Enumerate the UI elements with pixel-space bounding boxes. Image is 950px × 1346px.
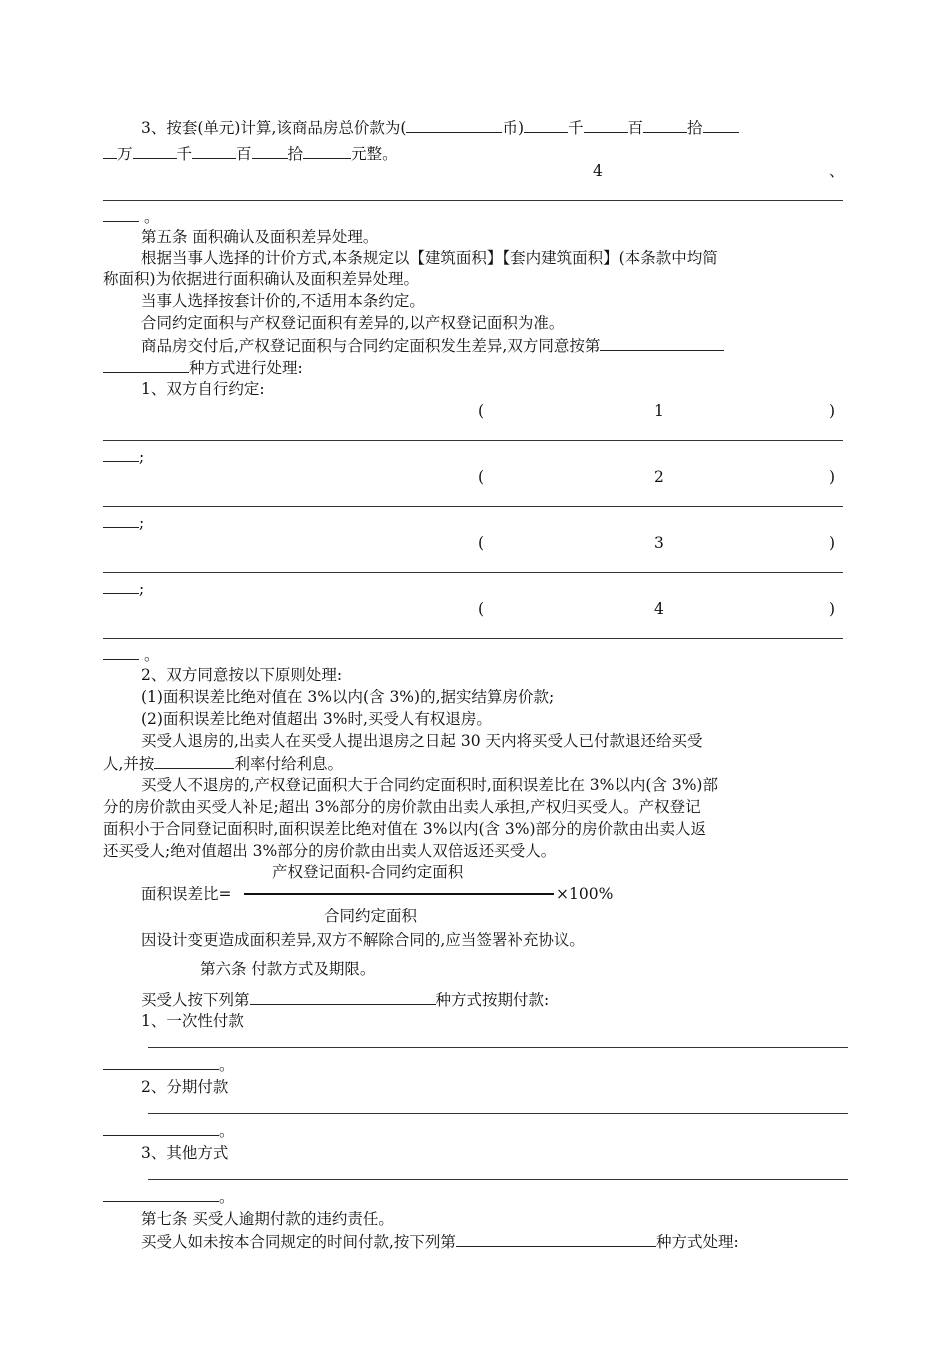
method-choice-blank[interactable] bbox=[600, 335, 724, 351]
amount-blank[interactable] bbox=[584, 117, 628, 133]
price-text-j: 元整。 bbox=[351, 145, 398, 163]
article-5-p1-line2: 称面积)为依据进行面积确认及面积差异处理。 bbox=[103, 270, 420, 288]
fill-in-blank[interactable] bbox=[103, 446, 139, 462]
sub-item-number: 1 bbox=[654, 402, 664, 420]
fill-in-line[interactable] bbox=[103, 200, 843, 201]
article-5-p4-line1: 商品房交付后,产权登记面积与合同约定面积发生差异,双方同意按第 bbox=[141, 335, 724, 356]
refund-line-1: 买受人退房的,出卖人在买受人提出退房之日起 30 天内将买受人已付款退还给买受 bbox=[141, 732, 703, 750]
sub-item-end: ; bbox=[103, 446, 144, 467]
fill-in-blank[interactable] bbox=[103, 1054, 219, 1070]
sub-item-number: 4 bbox=[654, 600, 664, 618]
price-text-b: 币) bbox=[502, 119, 524, 137]
payment-item-end: 。 bbox=[103, 1054, 235, 1075]
sub-item-close-paren: ) bbox=[829, 468, 836, 486]
option-1-title: 1、双方自行约定: bbox=[141, 380, 265, 398]
sub-item-close-paren: ) bbox=[829, 534, 836, 552]
price-text-i: 拾 bbox=[287, 145, 304, 163]
price-text-c: 千 bbox=[568, 119, 584, 137]
fill-in-blank[interactable] bbox=[103, 644, 139, 660]
article-5-p3: 合同约定面积与产权登记面积有差异的,以产权登记面积为准。 bbox=[141, 314, 565, 332]
refund-line-2: 人,并按 利率付给利息。 bbox=[103, 755, 343, 773]
amount-blank[interactable] bbox=[303, 143, 351, 159]
total-price-line-1 bbox=[141, 117, 739, 138]
item-4-separator: 、 bbox=[829, 162, 845, 180]
article-5-p2: 当事人选择按套计价的,不适用本条约定。 bbox=[141, 292, 425, 310]
fill-in-blank[interactable] bbox=[103, 206, 139, 222]
sub-item-number: 2 bbox=[654, 468, 664, 486]
payment-item-end: 。 bbox=[103, 1120, 235, 1141]
article-5-heading: 第五条 面积确认及面积差异处理。 bbox=[141, 228, 379, 246]
article-5-p1-line1: 根据当事人选择的计价方式,本条规定以【建筑面积】【套内建筑面积】(本条款中均简 bbox=[141, 249, 718, 267]
currency-blank[interactable] bbox=[406, 117, 502, 133]
price-text-f: 万 bbox=[117, 145, 133, 163]
payment-item-label: 3、其他方式 bbox=[141, 1144, 229, 1162]
formula-times: ×100% bbox=[556, 885, 614, 903]
fill-in-line[interactable] bbox=[148, 1047, 848, 1048]
fill-in-blank[interactable] bbox=[103, 1120, 219, 1136]
amount-blank[interactable] bbox=[524, 117, 568, 133]
rule-2: (2)面积误差比绝对值超出 3%时,买受人有权退房。 bbox=[141, 710, 492, 728]
fraction-bar bbox=[244, 893, 554, 895]
design-change: 因设计变更造成面积差异,双方不解除合同的,应当签署补充协议。 bbox=[141, 931, 585, 949]
sub-item-close-paren: ) bbox=[829, 600, 836, 618]
price-text-g: 千 bbox=[176, 145, 193, 163]
option-2-title: 2、双方同意按以下原则处理: bbox=[141, 666, 343, 684]
fill-in-blank[interactable] bbox=[103, 512, 139, 528]
article-5-p4-line2: 种方式进行处理: bbox=[103, 357, 303, 378]
payment-item-label: 2、分期付款 bbox=[141, 1078, 229, 1096]
fill-in-blank[interactable] bbox=[103, 578, 139, 594]
keep-line-1: 买受人不退房的,产权登记面积大于合同约定面积时,面积误差比在 3%以内(含 3%)部 bbox=[141, 776, 718, 794]
amount-blank[interactable] bbox=[192, 143, 236, 159]
price-text-d: 百 bbox=[627, 119, 644, 137]
article-7-intro: 买受人如未按本合同规定的时间付款,按下列第 种方式处理: bbox=[141, 1233, 739, 1251]
sub-item-end: ; bbox=[103, 578, 144, 599]
sub-item-number: 3 bbox=[654, 534, 664, 552]
keep-line-3: 面积小于合同登记面积时,面积误差比绝对值在 3%以内(含 3%)部分的房价款由出卖人返 bbox=[103, 820, 707, 838]
fill-in-line[interactable] bbox=[103, 638, 843, 639]
sub-item-end: 。 bbox=[103, 644, 159, 665]
payment-method-blank[interactable] bbox=[250, 989, 436, 1005]
sub-item-close-paren: ) bbox=[829, 402, 836, 420]
article-6-intro: 买受人按下列第 种方式按期付款: bbox=[141, 991, 550, 1009]
fill-in-line[interactable] bbox=[148, 1113, 848, 1114]
amount-blank[interactable] bbox=[133, 143, 177, 159]
total-price-line-2 bbox=[103, 143, 398, 164]
sub-item-open-paren: ( bbox=[478, 534, 485, 552]
fill-in-line[interactable] bbox=[103, 572, 843, 573]
sub-item-open-paren: ( bbox=[478, 402, 485, 420]
keep-line-4: 还买受人;绝对值超出 3%部分的房价款由出卖人双倍返还买受人。 bbox=[103, 842, 557, 860]
amount-blank[interactable] bbox=[703, 117, 739, 133]
keep-line-2: 分的房价款由买受人补足;超出 3%部分的房价款由出卖人承担,产权归买受人。产权登记 bbox=[103, 798, 701, 816]
rule-1: (1)面积误差比绝对值在 3%以内(含 3%)的,据实结算房价款; bbox=[141, 688, 555, 706]
amount-blank[interactable] bbox=[252, 143, 288, 159]
price-text-e: 拾 bbox=[687, 119, 703, 137]
interest-rate-blank[interactable] bbox=[154, 753, 234, 769]
sub-item-open-paren: ( bbox=[478, 600, 485, 618]
fill-in-blank[interactable] bbox=[103, 1186, 219, 1202]
fill-in-line[interactable] bbox=[148, 1179, 848, 1180]
method-choice-blank[interactable] bbox=[103, 357, 189, 373]
price-text-a: 3、按套(单元)计算,该商品房总价款为( bbox=[141, 119, 407, 137]
price-text-h: 百 bbox=[236, 145, 252, 163]
formula-denominator: 合同约定面积 bbox=[324, 907, 418, 925]
sub-item-end: ; bbox=[103, 512, 144, 533]
amount-blank[interactable] bbox=[103, 143, 117, 159]
article-7-heading: 第七条 买受人逾期付款的违约责任。 bbox=[141, 1210, 394, 1228]
payment-item-label: 1、一次性付款 bbox=[141, 1012, 244, 1030]
item-4-number: 4 bbox=[593, 162, 603, 180]
penalty-method-blank[interactable] bbox=[456, 1231, 656, 1247]
fill-in-line[interactable] bbox=[103, 506, 843, 507]
fill-in-line[interactable] bbox=[103, 440, 843, 441]
sub-item-open-paren: ( bbox=[478, 468, 485, 486]
article-6-heading: 第六条 付款方式及期限。 bbox=[200, 960, 376, 978]
amount-blank[interactable] bbox=[643, 117, 687, 133]
item-4-end: 。 bbox=[103, 206, 159, 227]
formula-numerator: 产权登记面积-合同约定面积 bbox=[272, 863, 464, 881]
payment-item-end: 。 bbox=[103, 1186, 235, 1207]
formula-label: 面积误差比= bbox=[141, 885, 232, 903]
